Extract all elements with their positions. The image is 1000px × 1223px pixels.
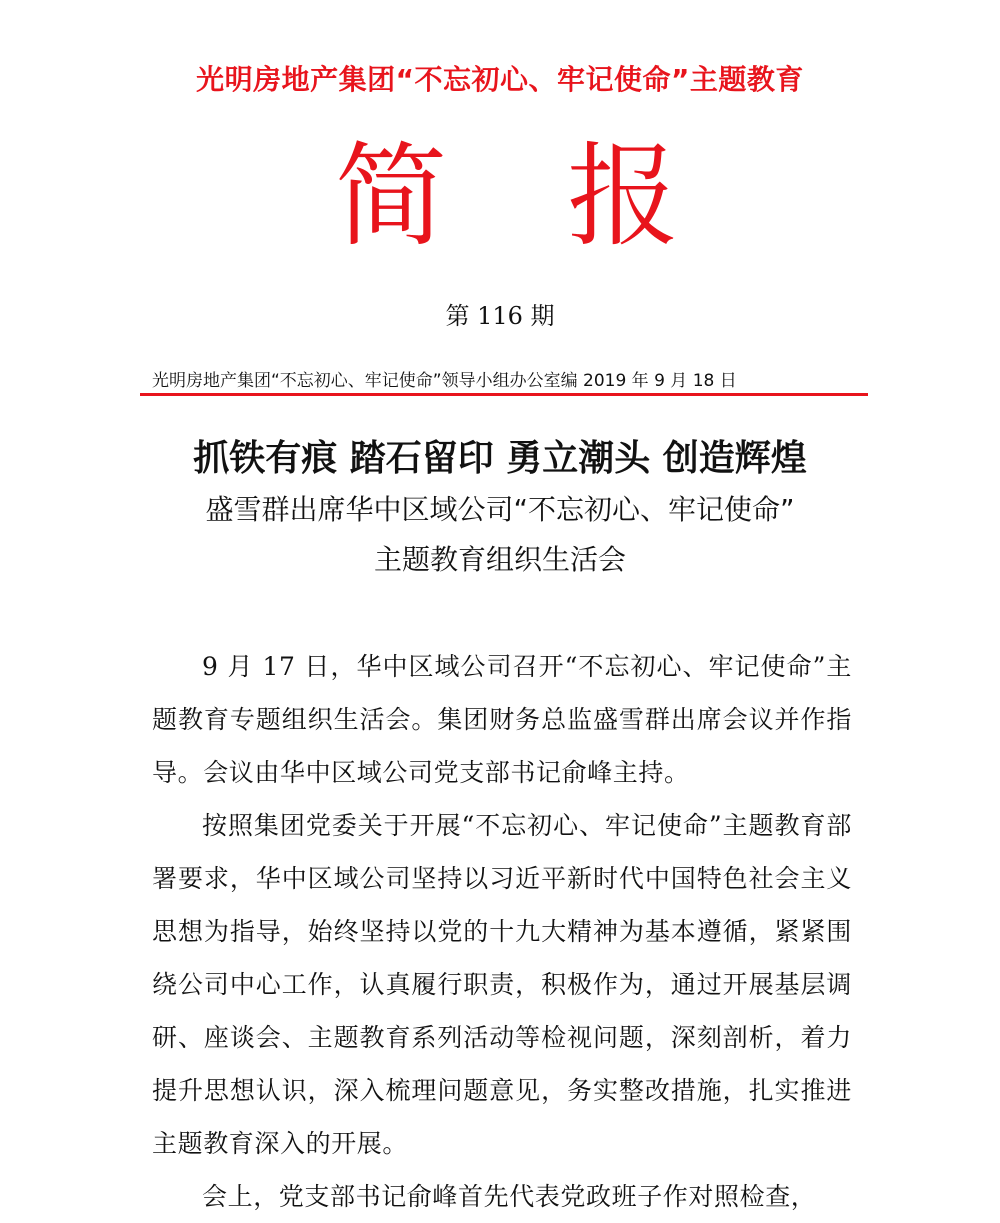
article-subhead-line2: 主题教育组织生活会	[373, 543, 626, 576]
masthead-char-bao: 报	[567, 132, 679, 262]
article-headline: 抓铁有痕 踏石留印 勇立潮头 创造辉煌	[193, 438, 807, 479]
editor-date-line: 光明房地产集团“不忘初心、牢记使命”领导小组办公室编 2019 年 9 月 18 日	[152, 371, 737, 391]
red-divider-rule	[140, 393, 868, 396]
masthead	[0, 132, 1000, 262]
body-paragraph-2: 按照集团党委关于开展“不忘初心、牢记使命”主题教育部署要求，华中区域公司坚持以习近平新时代中国特色社会主义思想为指导，始终坚持以党的十九大精神为基本遵循，紧紧围绕公司中心工作，认真履行职责，积极作为，通过开展基层调研、座谈会、主题教育系列活动等检视问题，深刻剖析，着力提升思想认识，深入梳理问题意见，务实整改措施，扎实推进主题教育深入的开展。	[152, 811, 852, 1158]
article-body	[152, 640, 852, 1223]
article-subhead-line1: 盛雪群出席华中区域公司“不忘初心、牢记使命”	[205, 493, 795, 526]
body-paragraph-1: 9 月 17 日，华中区域公司召开“不忘初心、牢记使命”主题教育专题组织生活会。集团财务总监盛雪群出席会议并作指导。会议由华中区域公司党支部书记俞峰主持。	[152, 652, 852, 787]
masthead-char-jian: 简	[335, 132, 447, 262]
bulletin-header-title: 光明房地产集团“不忘初心、牢记使命”主题教育	[196, 63, 804, 96]
issue-number: 第 116 期	[445, 302, 555, 330]
body-paragraph-3: 会上，党支部书记俞峰首先代表党政班子作对照检查，	[202, 1182, 817, 1211]
